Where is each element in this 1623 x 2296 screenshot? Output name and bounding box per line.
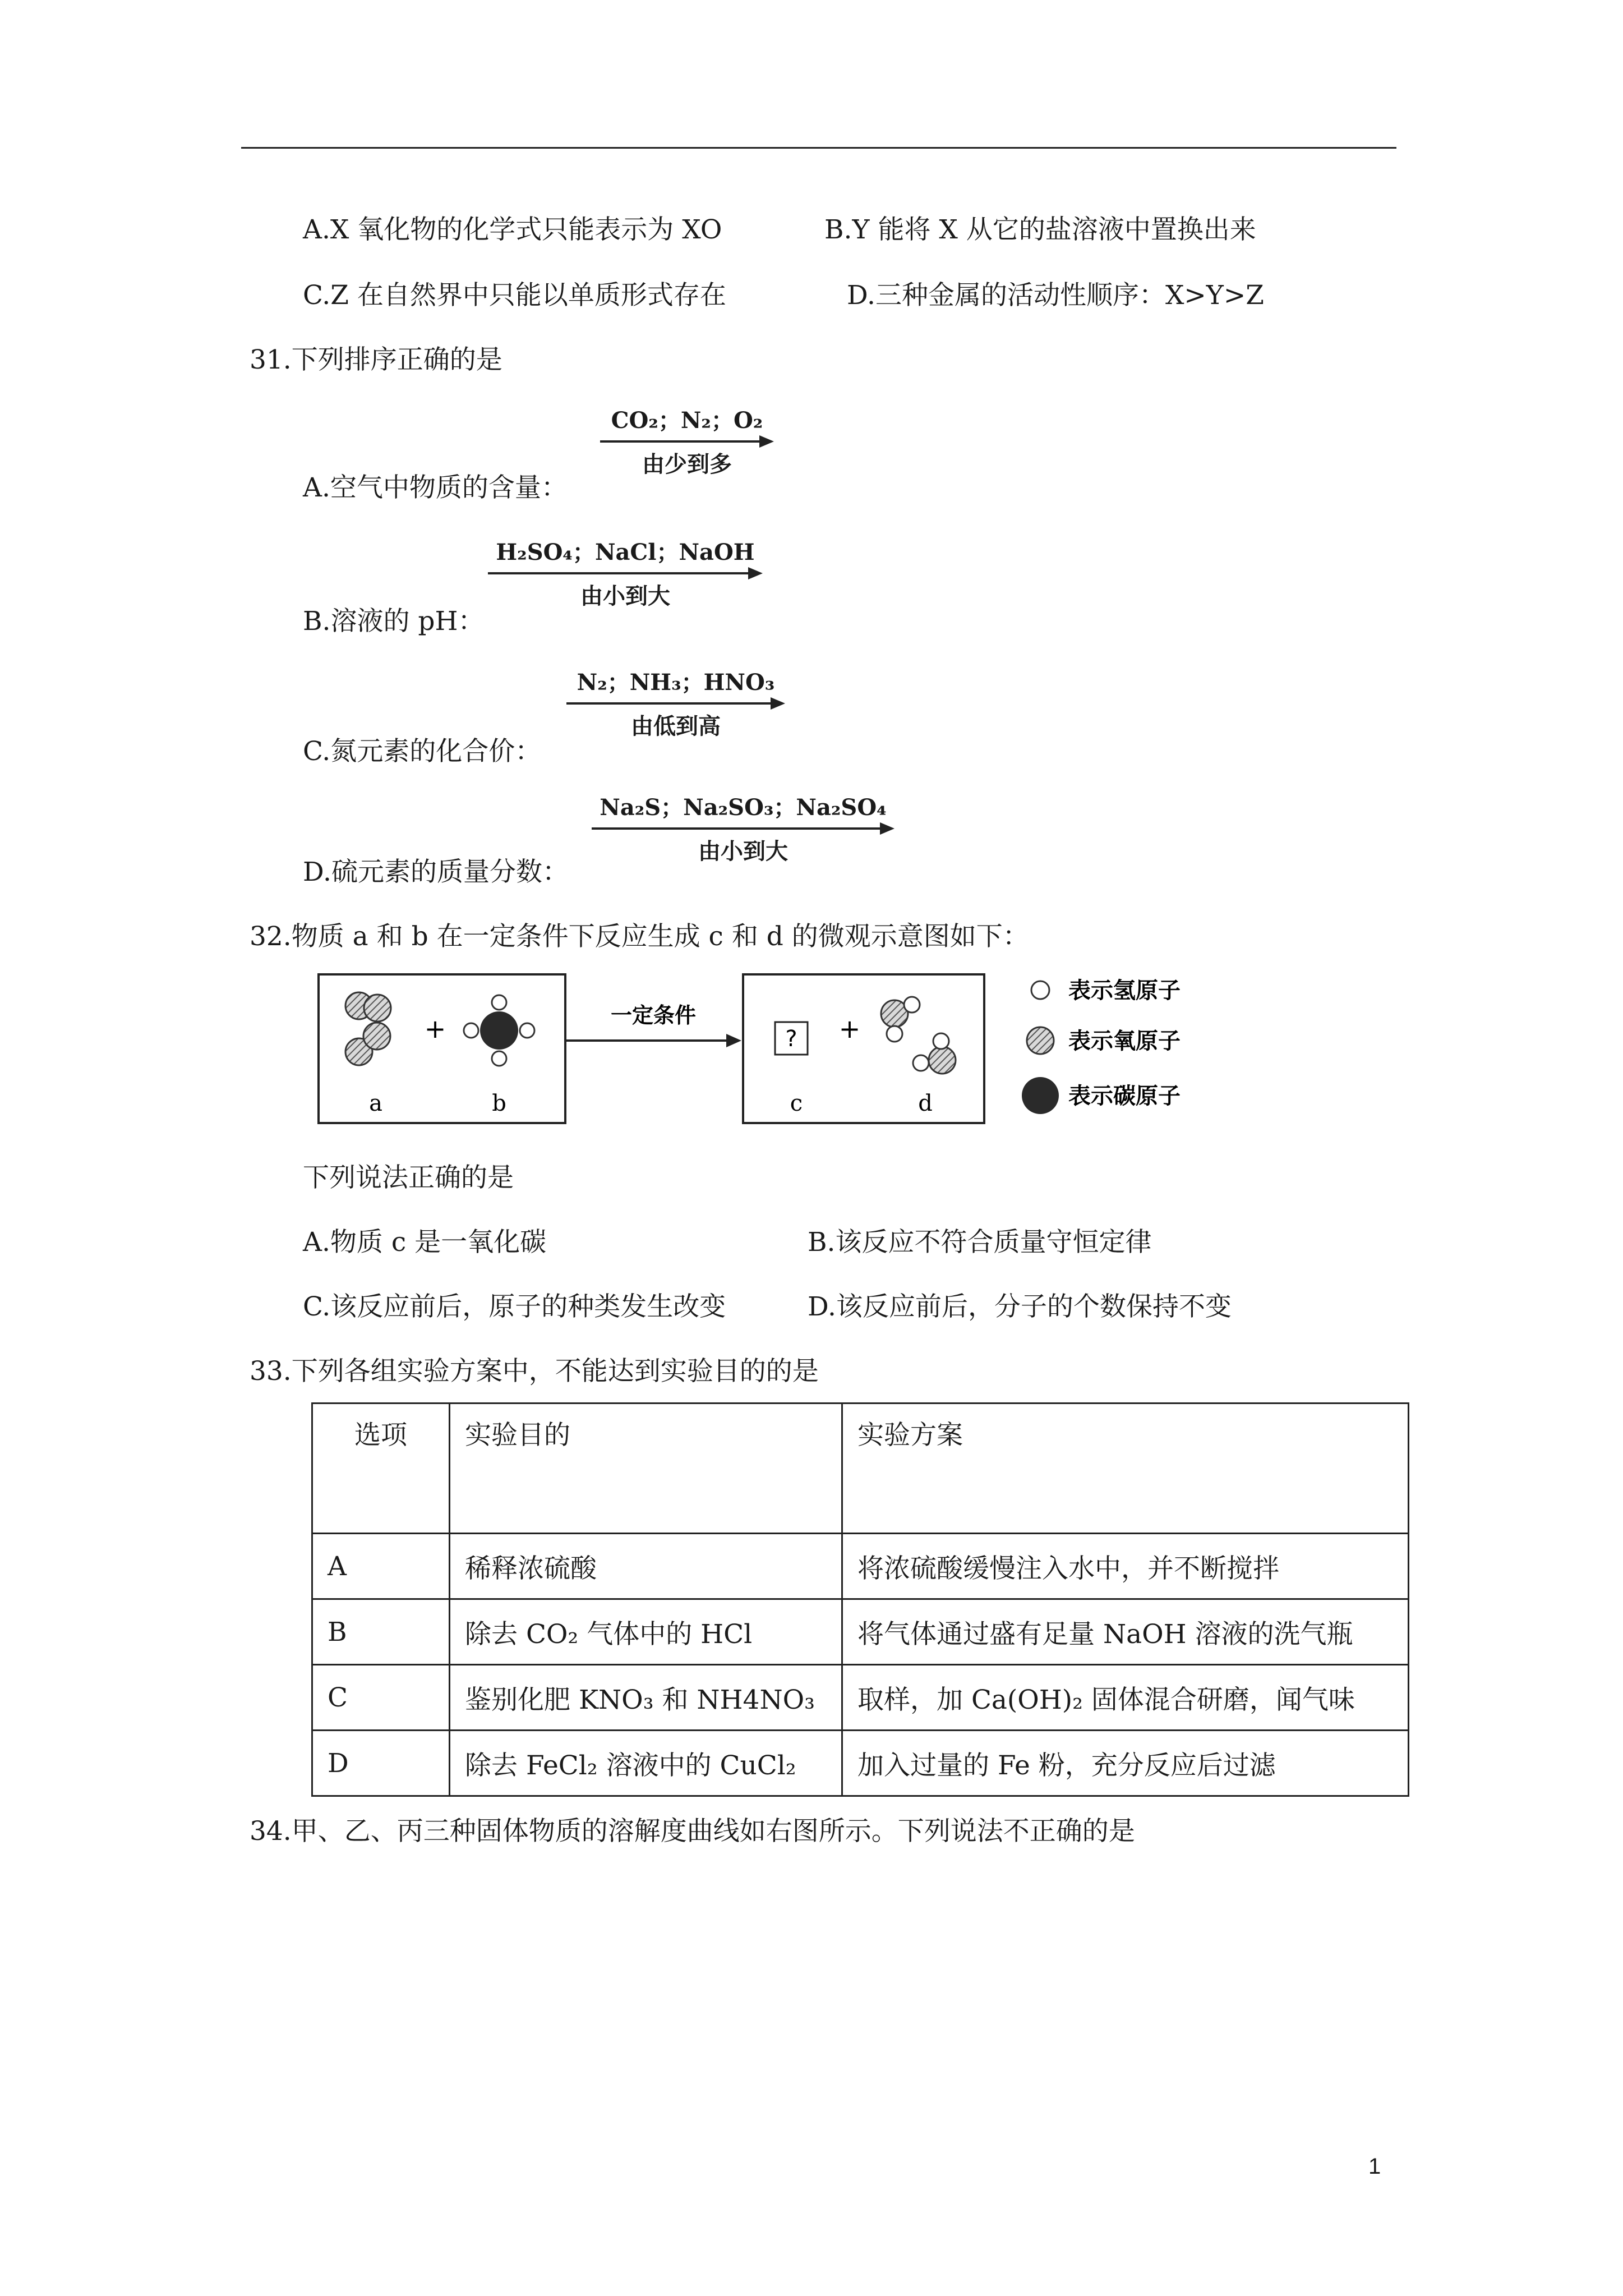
header-option: 选项 (312, 1404, 450, 1534)
row-goal: 除去 FeCl₂ 溶液中的 CuCl₂ (450, 1731, 842, 1796)
q32-prompt: 下列说法正确的是 (303, 1162, 514, 1193)
q32-option-c: C.该反应前后，原子的种类发生改变 (303, 1291, 726, 1322)
label-a: a (369, 1091, 382, 1116)
legend-oxygen: 表示氧原子 (1068, 1028, 1181, 1054)
q32-option-b: B.该反应不符合质量守恒定律 (808, 1227, 1152, 1258)
row-goal: 鉴别化肥 KNO₃ 和 NH4NO₃ (450, 1665, 842, 1731)
row-goal: 稀释浓硫酸 (450, 1534, 842, 1599)
table-row (312, 1534, 1409, 1599)
row-option: B (312, 1599, 450, 1665)
q31-option-a-sequence: CO₂；N₂；O₂ (611, 407, 763, 434)
water-molecule-d2 (913, 1033, 956, 1074)
row-option: D (312, 1731, 450, 1796)
q33-stem: 33.下列各组实验方案中，不能达到实验目的的是 (250, 1356, 819, 1387)
q30-option-c: C.Z 在自然界中只能以单质形式存在 (303, 280, 726, 311)
table-row (312, 1731, 1409, 1796)
unknown-product-mark: ? (785, 1026, 797, 1052)
q32-stem: 32.物质 a 和 b 在一定条件下反应生成 c 和 d 的微观示意图如下： (250, 921, 1029, 952)
row-plan: 将浓硫酸缓慢注入水中，并不断搅拌 (842, 1534, 1409, 1599)
row-plan: 加入过量的 Fe 粉，充分反应后过滤 (842, 1731, 1409, 1796)
row-plan: 取样，加 Ca(OH)₂ 固体混合研磨，闻气味 (842, 1665, 1409, 1731)
legend-hydrogen: 表示氢原子 (1068, 977, 1181, 1004)
header-rule (241, 147, 1396, 149)
experiment-table (311, 1402, 1409, 1797)
q31-option-c-sequence: N₂；NH₃；HNO₃ (577, 669, 775, 696)
table-row (312, 1665, 1409, 1731)
q32-option-d: D.该反应前后，分子的个数保持不变 (808, 1291, 1232, 1322)
table-header-row (312, 1404, 1409, 1534)
oxygen-atom-icon (1027, 1027, 1054, 1054)
q31-option-b-label: B.溶液的 pH： (303, 606, 485, 637)
methane-molecule-b (464, 995, 534, 1066)
q31-option-a-order: 由少到多 (642, 451, 732, 477)
plus-sign-right: + (838, 1014, 861, 1044)
table-row (312, 1599, 1409, 1665)
row-option: C (312, 1665, 450, 1731)
label-c: c (790, 1091, 803, 1116)
label-b: b (492, 1091, 506, 1116)
row-option: A (312, 1534, 450, 1599)
q30-option-a: A.X 氧化物的化学式只能表示为 XO (303, 214, 722, 245)
page-number: 1 (1368, 2154, 1381, 2179)
legend (1022, 977, 1181, 1114)
row-plan: 将气体通过盛有足量 NaOH 溶液的洗气瓶 (842, 1599, 1409, 1665)
q31-stem: 31.下列排序正确的是 (250, 344, 502, 375)
q31-option-a-label: A.空气中物质的含量： (303, 472, 568, 503)
q30-option-b: B.Y 能将 X 从它的盐溶液中置换出来 (824, 214, 1256, 245)
oxygen-molecule-a1 (345, 992, 391, 1022)
q31-option-d-label: D.硫元素的质量分数： (303, 857, 569, 887)
q31-option-b-arrow (488, 539, 763, 623)
q34-stem: 34.甲、乙、丙三种固体物质的溶解度曲线如右图所示。下列说法不正确的是 (250, 1816, 1135, 1847)
plus-sign-left: + (424, 1014, 446, 1044)
reaction-diagram (314, 968, 1234, 1136)
q31-option-b-sequence: H₂SO₄；NaCl；NaOH (496, 539, 755, 565)
q31-option-b-order: 由小到大 (580, 583, 670, 609)
hydrogen-atom-icon (1031, 981, 1049, 999)
legend-carbon: 表示碳原子 (1068, 1083, 1181, 1109)
q30-option-d: D.三种金属的活动性顺序：X>Y>Z (847, 280, 1264, 311)
row-goal: 除去 CO₂ 气体中的 HCl (450, 1599, 842, 1665)
header-goal: 实验目的 (450, 1404, 842, 1534)
q31-option-d-arrow (592, 794, 895, 878)
oxygen-molecule-a2 (345, 1023, 390, 1065)
q31-option-c-arrow (566, 669, 785, 753)
water-molecule-d1 (881, 997, 920, 1042)
carbon-atom-icon (1022, 1077, 1059, 1114)
q32-option-a: A.物质 c 是一氧化碳 (303, 1227, 547, 1258)
q31-option-d-sequence: Na₂S；Na₂SO₃；Na₂SO₄ (600, 794, 887, 821)
q31-option-c-order: 由低到高 (631, 713, 721, 739)
q31-option-a-arrow (600, 407, 774, 491)
header-plan: 实验方案 (842, 1404, 1409, 1534)
reaction-condition: 一定条件 (610, 1002, 697, 1028)
label-d: d (918, 1091, 933, 1116)
q31-option-c-label: C.氮元素的化合价： (303, 736, 542, 767)
q31-option-d-order: 由小到大 (698, 838, 788, 864)
